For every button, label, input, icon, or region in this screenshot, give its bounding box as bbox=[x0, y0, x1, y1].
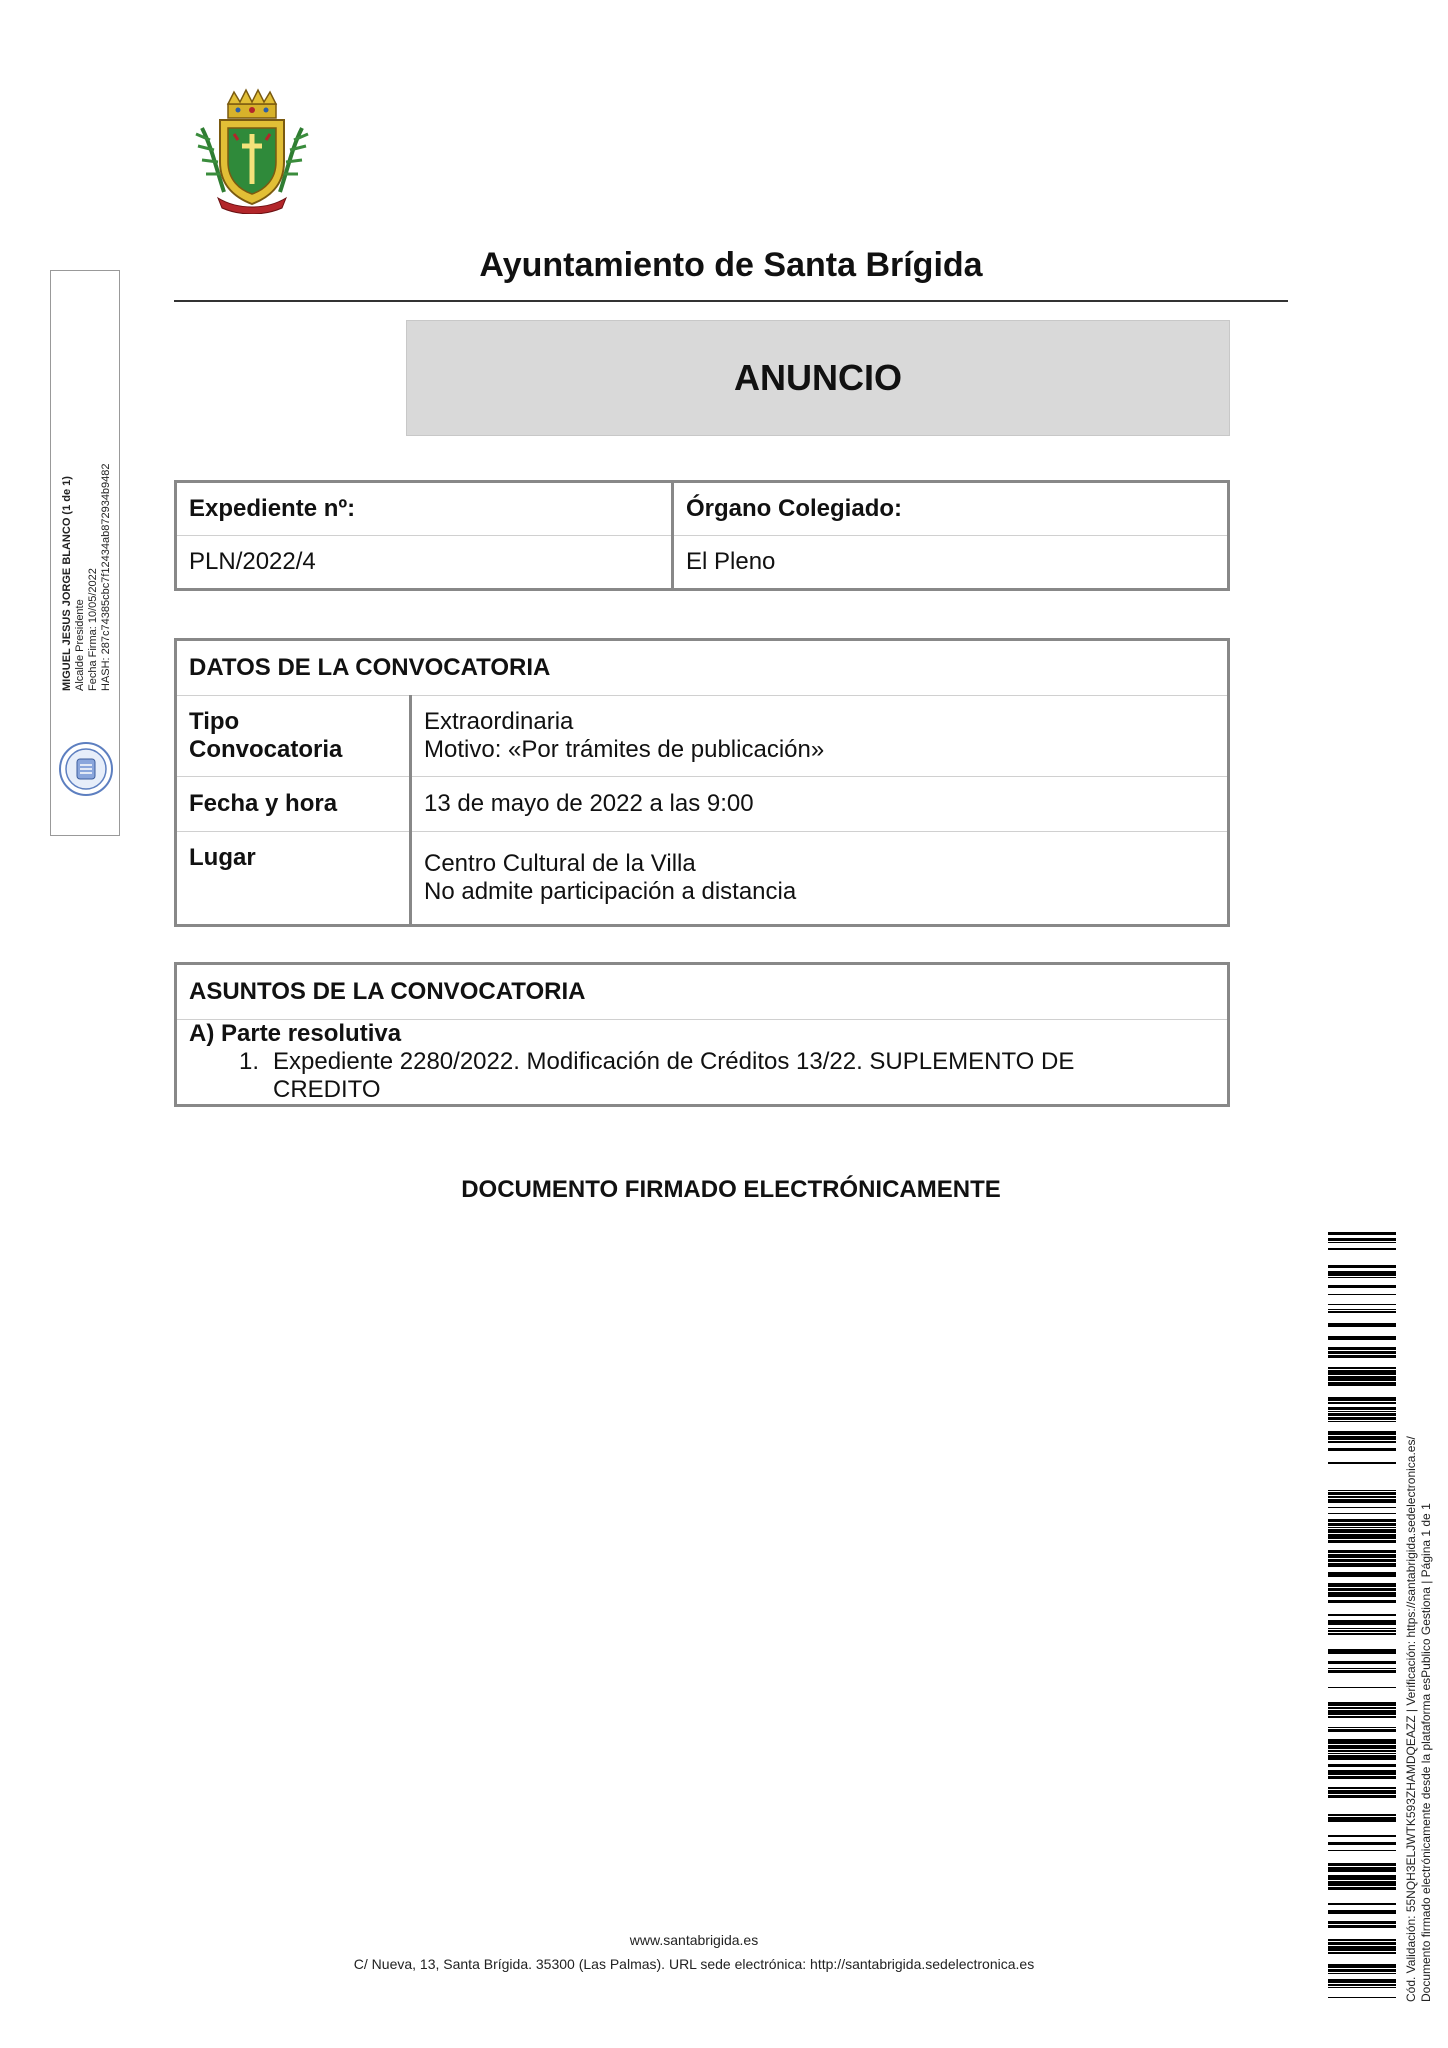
barcode-bar bbox=[1328, 1942, 1396, 1945]
verification-text bbox=[1404, 1232, 1444, 2002]
expediente-table bbox=[174, 480, 1230, 591]
barcode-bar bbox=[1328, 1462, 1396, 1464]
barcode-bar bbox=[1328, 1248, 1396, 1250]
barcode-bar bbox=[1328, 1984, 1396, 1986]
municipality-title: Ayuntamiento de Santa Brígida bbox=[479, 246, 983, 284]
expediente-value: PLN/2022/4 bbox=[176, 536, 673, 590]
barcode-bar bbox=[1328, 1755, 1396, 1760]
barcode-bar bbox=[1328, 1238, 1396, 1241]
announcement-title: ANUNCIO bbox=[734, 357, 902, 398]
lugar-value-cell bbox=[411, 832, 1229, 926]
convocatoria-title: DATOS DE LA CONVOCATORIA bbox=[176, 640, 1229, 696]
barcode-bar bbox=[1328, 1448, 1396, 1451]
announcement-banner bbox=[406, 320, 1230, 436]
barcode-bar bbox=[1328, 1887, 1396, 1890]
signature-hash: HASH: 287c74385cbc7f12434ab872934b9482 bbox=[100, 463, 112, 691]
barcode-bar bbox=[1328, 1513, 1396, 1514]
barcode-bar bbox=[1328, 1550, 1396, 1553]
barcode-bar bbox=[1328, 1554, 1396, 1558]
organo-value: El Pleno bbox=[673, 536, 1229, 590]
barcode-bar bbox=[1328, 1620, 1396, 1625]
verification-line-2: Documento firmado electrónicamente desde la plataforma esPublico Gestiona | Página 1 de 1 bbox=[1419, 1503, 1433, 2002]
footer-website: www.santabrigida.es bbox=[629, 1932, 759, 1948]
lugar-value: Centro Cultural de la Villa bbox=[424, 850, 696, 877]
signer-name: MIGUEL JESUS JORGE BLANCO (1 de 1) bbox=[61, 476, 73, 691]
barcode-bar bbox=[1328, 1367, 1396, 1369]
lugar-note: No admite participación a distancia bbox=[424, 878, 797, 905]
verification-line-1: Cód. Validación: 55NQH3ELJWTK593ZHAMDQEAZZ | Verificación: https://santabrigida.sedelectronica.es/ bbox=[1404, 1436, 1418, 2002]
header-divider bbox=[174, 300, 1288, 302]
barcode-bar bbox=[1328, 1614, 1396, 1616]
barcode-bar bbox=[1328, 1964, 1396, 1968]
asuntos-title: ASUNTOS DE LA CONVOCATORIA bbox=[176, 964, 1229, 1020]
barcode-bar bbox=[1328, 1850, 1396, 1851]
barcode-bar bbox=[1328, 1402, 1396, 1404]
barcode-bar bbox=[1328, 1863, 1396, 1866]
barcode-bar bbox=[1328, 1997, 1396, 1998]
seal-icon bbox=[58, 741, 114, 797]
tipo-value-cell bbox=[411, 696, 1229, 777]
barcode-bar bbox=[1328, 1413, 1396, 1416]
barcode-bar bbox=[1328, 1973, 1396, 1974]
barcode-bar bbox=[1328, 1921, 1396, 1924]
barcode-bar bbox=[1328, 1817, 1396, 1822]
fecha-value: 13 de mayo de 2022 a las 9:00 bbox=[411, 777, 1229, 832]
barcode-bar bbox=[1328, 1407, 1396, 1410]
barcode-bar bbox=[1328, 1370, 1396, 1375]
barcode-bar bbox=[1328, 1753, 1396, 1754]
barcode-bar bbox=[1328, 1776, 1396, 1779]
barcode-bar bbox=[1328, 1764, 1396, 1767]
barcode-bar bbox=[1328, 1232, 1396, 1235]
barcode-bar bbox=[1328, 1814, 1396, 1816]
barcode-bar bbox=[1328, 1881, 1396, 1886]
organo-label: Órgano Colegiado: bbox=[673, 482, 1229, 536]
barcode-bar bbox=[1328, 1770, 1396, 1775]
barcode-bar bbox=[1328, 1987, 1396, 1988]
expediente-label: Expediente nº: bbox=[176, 482, 673, 536]
barcode-bar bbox=[1328, 1946, 1396, 1951]
barcode-bar bbox=[1328, 1572, 1396, 1577]
barcode-bar bbox=[1328, 1729, 1396, 1732]
list-item-text: Expediente 2280/2022. Modificación de Créditos 13/22. SUPLEMENTO DE CREDITO bbox=[273, 1048, 1075, 1103]
barcode-bar bbox=[1328, 1490, 1396, 1491]
barcode-bar bbox=[1328, 1431, 1396, 1435]
tipo-label bbox=[176, 696, 411, 777]
barcode-bar bbox=[1328, 1630, 1396, 1632]
barcode-bar bbox=[1328, 1507, 1396, 1508]
asuntos-section-title: A) Parte resolutiva bbox=[189, 1020, 402, 1047]
barcode-bar bbox=[1328, 1323, 1396, 1327]
barcode-bar bbox=[1328, 1529, 1396, 1533]
barcode-bar bbox=[1328, 1436, 1396, 1440]
barcode-bar bbox=[1328, 1875, 1396, 1880]
signature-strip bbox=[50, 270, 120, 836]
barcode-bar bbox=[1328, 1397, 1396, 1401]
asuntos-body bbox=[176, 1020, 1229, 1106]
barcode-bar bbox=[1328, 1739, 1396, 1744]
barcode-bar bbox=[1328, 1661, 1396, 1664]
barcode-bar bbox=[1328, 1527, 1396, 1528]
barcode-bar bbox=[1328, 1523, 1396, 1526]
list-item bbox=[189, 1048, 1215, 1104]
barcode-bar bbox=[1328, 1795, 1396, 1798]
barcode-bar bbox=[1328, 1687, 1396, 1688]
barcode-bar bbox=[1328, 1496, 1396, 1498]
barcode-bar bbox=[1328, 1417, 1396, 1420]
barcode-bar bbox=[1328, 1285, 1396, 1288]
tipo-label-line2: Convocatoria bbox=[189, 736, 343, 763]
tipo-label-line1: Tipo bbox=[189, 708, 240, 735]
barcode-bar bbox=[1328, 1411, 1396, 1412]
barcode-bar bbox=[1328, 1867, 1396, 1872]
barcode-bar bbox=[1328, 1969, 1396, 1972]
barcode-bar bbox=[1328, 1787, 1396, 1789]
barcode-bar bbox=[1328, 1355, 1396, 1358]
barcode-bar bbox=[1328, 1540, 1396, 1543]
barcode-bar bbox=[1328, 1376, 1396, 1381]
barcode-bar bbox=[1328, 1939, 1396, 1941]
barcode-bar bbox=[1328, 1668, 1396, 1669]
barcode-bar bbox=[1328, 1649, 1396, 1654]
barcode-bar bbox=[1328, 1519, 1396, 1522]
lugar-label: Lugar bbox=[176, 832, 411, 926]
barcode-bar bbox=[1328, 1745, 1396, 1749]
barcode-bar bbox=[1328, 1277, 1396, 1278]
barcode-bar bbox=[1328, 1336, 1396, 1340]
convocatoria-table bbox=[174, 638, 1230, 927]
fecha-label: Fecha y hora bbox=[176, 777, 411, 832]
barcode-bar bbox=[1328, 1835, 1396, 1837]
barcode-bar bbox=[1328, 1304, 1396, 1305]
barcode-bar bbox=[1328, 1727, 1396, 1728]
barcode-bar bbox=[1328, 1710, 1396, 1715]
barcode-bar bbox=[1328, 1492, 1396, 1495]
barcode-bar bbox=[1328, 1628, 1396, 1629]
barcode-bar bbox=[1328, 1563, 1396, 1567]
coat-of-arms-icon bbox=[188, 88, 316, 214]
barcode-bar bbox=[1328, 1583, 1396, 1587]
barcode-bar bbox=[1328, 1600, 1396, 1603]
barcode-bar bbox=[1328, 1351, 1396, 1354]
barcode-bar bbox=[1328, 1311, 1396, 1313]
barcode-bar bbox=[1328, 1499, 1396, 1503]
barcode-bar bbox=[1328, 1670, 1396, 1673]
barcode-bar bbox=[1328, 1979, 1396, 1983]
barcode-bar bbox=[1328, 1903, 1396, 1905]
barcode-bar bbox=[1328, 1952, 1396, 1954]
barcode-icon bbox=[1328, 1232, 1396, 2002]
barcode-bar bbox=[1328, 1382, 1396, 1386]
barcode-bar bbox=[1328, 1592, 1396, 1597]
barcode-bar bbox=[1328, 1294, 1396, 1295]
barcode-bar bbox=[1328, 1265, 1396, 1268]
barcode-bar bbox=[1328, 1242, 1396, 1243]
barcode-bar bbox=[1328, 1707, 1396, 1709]
motivo-value: Motivo: «Por trámites de publicación» bbox=[424, 736, 825, 763]
barcode-bar bbox=[1328, 1633, 1396, 1635]
signed-document-note: DOCUMENTO FIRMADO ELECTRÓNICAMENTE bbox=[461, 1176, 1001, 1203]
asuntos-table bbox=[174, 962, 1230, 1107]
barcode-bar bbox=[1328, 1702, 1396, 1706]
footer-address: C/ Nueva, 13, Santa Brígida. 35300 (Las Palmas). URL sede electrónica: http://santabrigida.sedelectronica.es bbox=[353, 1956, 1035, 1972]
signature-date: Fecha Firma: 10/05/2022 bbox=[87, 568, 99, 691]
barcode-bar bbox=[1328, 1534, 1396, 1539]
barcode-bar bbox=[1328, 1271, 1396, 1276]
barcode-bar bbox=[1328, 1309, 1396, 1310]
barcode-bar bbox=[1328, 1750, 1396, 1752]
list-item-number: 1. bbox=[239, 1048, 260, 1075]
barcode-bar bbox=[1328, 1716, 1396, 1718]
barcode-bar bbox=[1328, 1842, 1396, 1845]
barcode-bar bbox=[1328, 1347, 1396, 1350]
barcode-bar bbox=[1328, 1588, 1396, 1591]
barcode-bar bbox=[1328, 1441, 1396, 1443]
barcode-bar bbox=[1328, 1790, 1396, 1794]
signer-role: Alcalde Presidente bbox=[74, 599, 86, 691]
barcode-bar bbox=[1328, 1925, 1396, 1928]
tipo-value: Extraordinaria bbox=[424, 708, 574, 735]
barcode-bar bbox=[1328, 1421, 1396, 1422]
barcode-bar bbox=[1328, 1559, 1396, 1562]
signature-text bbox=[59, 191, 131, 691]
barcode-bar bbox=[1328, 1910, 1396, 1914]
